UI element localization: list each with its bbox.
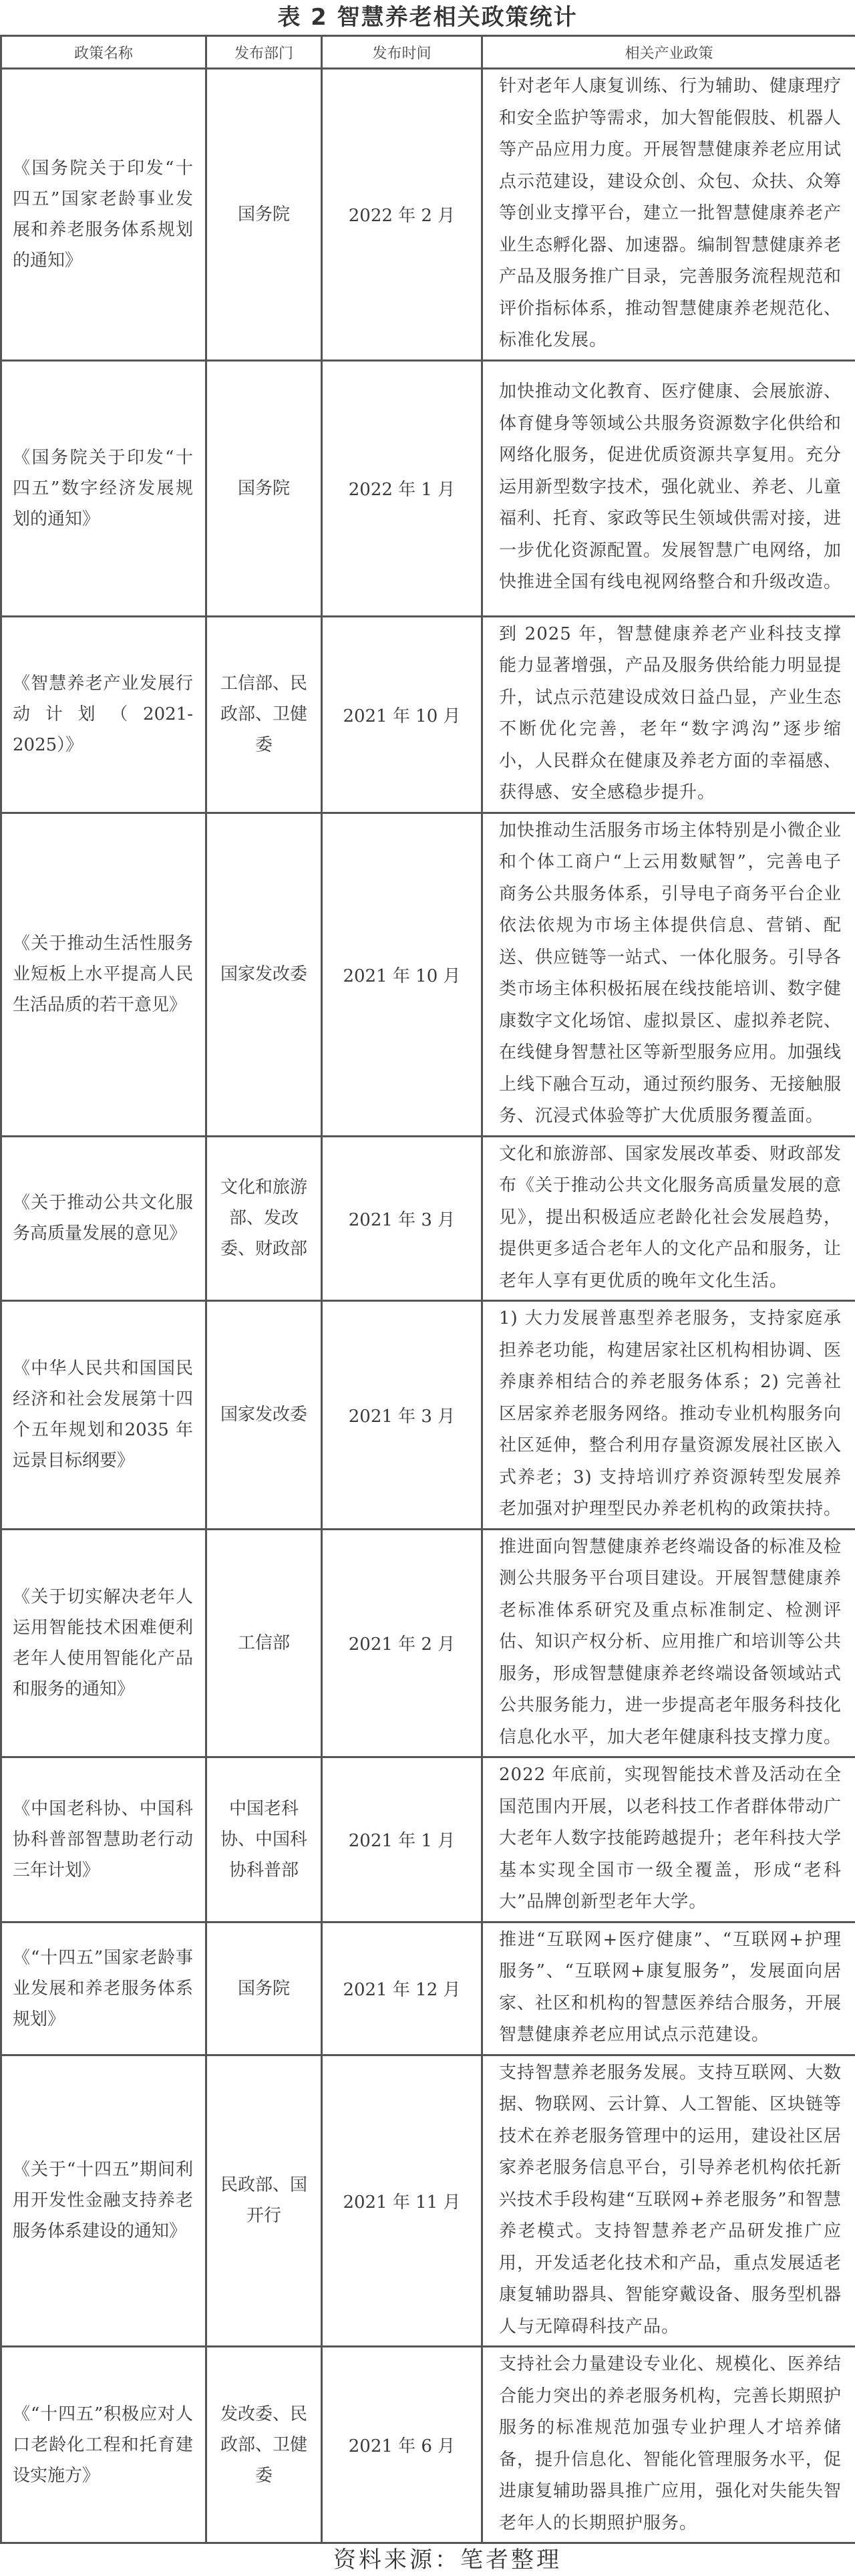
table-row [1, 1529, 855, 1757]
policy-description-cell: 推进面向智慧健康养老终端设备的标准及检测公共服务平台项目建设。开展智慧健康养老标准体系研究及重点标准制定、检测评估、知识产权分析、应用推广和培训等公共服务，形成智慧健康养老终端设备领域站式公共服务能力，进一步提高老年服务科技化信息化水平，加大老年健康科技支撑力度。 [482, 1529, 855, 1757]
policy-name-cell: 《关于“十四五”期间利用开发性金融支持养老服务体系建设的通知》 [1, 2055, 206, 2347]
policy-name-cell: 《关于切实解决老年人运用智能技术困难便利老年人使用智能化产品和服务的通知》 [1, 1529, 206, 1757]
table-row [1, 69, 855, 361]
policy-description-cell: 支持智慧养老服务发展。支持互联网、大数据、物联网、云计算、人工智能、区块链等技术在养老服务管理中的运用，建设社区居家养老服务信息平台，引导养老机构依托新兴技术手段构建“互联网+养老服务”和智慧养老模式。支持智慧养老产品研发推广应用，开发适老化技术和产品，重点发展适老康复辅助器具、智能穿戴设备、服务型机器人与无障碍科技产品。 [482, 2055, 855, 2347]
table-row [1, 2347, 855, 2543]
policy-name-cell: 《中国老科协、中国科协科普部智慧助老行动三年计划》 [1, 1757, 206, 1922]
department-cell: 工信部 [206, 1529, 322, 1757]
release-date-cell: 2021 年 1 月 [322, 1757, 482, 1922]
policy-name-cell: 《“十四五”积极应对人口老龄化工程和托育建设实施方》 [1, 2347, 206, 2543]
table-row [1, 360, 855, 616]
policy-name-cell: 《中华人民共和国国民经济和社会发展第十四个五年规划和2035 年远景目标纲要》 [1, 1301, 206, 1530]
release-date-cell: 2022 年 1 月 [322, 360, 482, 616]
policy-name-cell: 《智慧养老产业发展行动计划（2021-2025）》 [1, 616, 206, 813]
department-cell: 文化和旅游部、发改委、财政部 [206, 1136, 322, 1301]
policy-description-cell: 到 2025 年，智慧健康养老产业科技支撑能力显著增强，产品及服务供给能力明显提升，试点示范建设成效日益凸显，产业生态不断优化完善，老年“数字鸿沟”逐步缩小，人民群众在健康及养老方面的幸福感、获得感、安全感稳步提升。 [482, 616, 855, 813]
table-row [1, 2055, 855, 2347]
table-row [1, 1757, 855, 1922]
header-release-date: 发布时间 [322, 36, 482, 69]
policy-description-cell: 1) 大力发展普惠型养老服务，支持家庭承担养老功能，构建居家社区机构相协调、医养康养相结合的养老服务体系；2) 完善社区居家养老服务网络。推动专业机构服务向社区延伸，整合利用存量资源发展社区嵌入式养老；3) 支持培训疗养资源转型发展养老加强对护理型民办养老机构的政策扶持。 [482, 1301, 855, 1530]
department-cell: 国务院 [206, 1922, 322, 2055]
header-policy-name: 政策名称 [1, 36, 206, 69]
release-date-cell: 2021 年 10 月 [322, 813, 482, 1136]
table-row [1, 813, 855, 1136]
release-date-cell: 2022 年 2 月 [322, 69, 482, 361]
department-cell: 发改委、民政部、卫健委 [206, 2347, 322, 2543]
table-title: 表 2 智慧养老相关政策统计 [0, 0, 855, 35]
policy-description-cell: 支持社会力量建设专业化、规模化、医养结合能力突出的养老服务机构，完善长期照护服务的标准规范加强专业护理人才培养储备，提升信息化、智能化管理服务水平，促进康复辅助器具推广应用，强化对失能失智老年人的长期照护服务。 [482, 2347, 855, 2543]
table-row [1, 1922, 855, 2055]
release-date-cell: 2021 年 3 月 [322, 1301, 482, 1530]
policy-name-cell: 《国务院关于印发“十四五”数字经济发展规划的通知》 [1, 360, 206, 616]
department-cell: 国家发改委 [206, 813, 322, 1136]
department-cell: 国家发改委 [206, 1301, 322, 1530]
release-date-cell: 2021 年 3 月 [322, 1136, 482, 1301]
data-source-note: 资料来源：笔者整理 [0, 2544, 855, 2576]
release-date-cell: 2021 年 11 月 [322, 2055, 482, 2347]
policy-table [0, 35, 855, 2544]
header-department: 发布部门 [206, 36, 322, 69]
policy-description-cell: 2022 年底前，实现智能技术普及活动在全国范围内开展，以老科技工作者群体带动广大老年人数字技能跨越提升；老年科技大学基本实现全国市一级全覆盖，形成“老科大”品牌创新型老年大学。 [482, 1757, 855, 1922]
department-cell: 民政部、国开行 [206, 2055, 322, 2347]
release-date-cell: 2021 年 10 月 [322, 616, 482, 813]
table-row [1, 1301, 855, 1530]
department-cell: 国务院 [206, 360, 322, 616]
department-cell: 工信部、民政部、卫健委 [206, 616, 322, 813]
policy-name-cell: 《关于推动生活性服务业短板上水平提高人民生活品质的若干意见》 [1, 813, 206, 1136]
policy-description-cell: 推进“互联网+医疗健康”、“互联网+护理服务”、“互联网+康复服务”，发展面向居家、社区和机构的智慧医养结合服务，开展智慧健康养老应用试点示范建设。 [482, 1922, 855, 2055]
header-related-policy: 相关产业政策 [482, 36, 855, 69]
policy-description-cell: 加快推动生活服务市场主体特别是小微企业和个体工商户“上云用数赋智”，完善电子商务公共服务体系，引导电子商务平台企业依法依规为市场主体提供信息、营销、配送、供应链等一站式、一体化服务。引导各类市场主体积极拓展在线技能培训、数字健康数字文化场馆、虚拟景区、虚拟养老院、在线健身智慧社区等新型服务应用。加强线上线下融合互动，通过预约服务、无接触服务、沉浸式体验等扩大优质服务覆盖面。 [482, 813, 855, 1136]
policy-description-cell: 针对老年人康复训练、行为辅助、健康理疗和安全监护等需求，加大智能假肢、机器人等产品应用力度。开展智慧健康养老应用试点示范建设，建设众创、众包、众扶、众筹等创业支撑平台，建立一批智慧健康养老产业生态孵化器、加速器。编制智慧健康养老产品及服务推广目录，完善服务流程规范和评价指标体系，推动智慧健康养老规范化、标准化发展。 [482, 69, 855, 361]
policy-name-cell: 《“十四五”国家老龄事业发展和养老服务体系规划》 [1, 1922, 206, 2055]
table-row [1, 1136, 855, 1301]
policy-description-cell: 加快推动文化教育、医疗健康、会展旅游、体育健身等领域公共服务资源数字化供给和网络化服务，促进优质资源共享复用。充分运用新型数字技术，强化就业、养老、儿童福利、托育、家政等民生领域供需对接，进一步优化资源配置。发展智慧广电网络，加快推进全国有线电视网络整合和升级改造。 [482, 360, 855, 616]
release-date-cell: 2021 年 12 月 [322, 1922, 482, 2055]
release-date-cell: 2021 年 2 月 [322, 1529, 482, 1757]
department-cell: 中国老科协、中国科协科普部 [206, 1757, 322, 1922]
policy-name-cell: 《关于推动公共文化服务高质量发展的意见》 [1, 1136, 206, 1301]
table-header-row [1, 36, 855, 69]
department-cell: 国务院 [206, 69, 322, 361]
policy-name-cell: 《国务院关于印发“十四五”国家老龄事业发展和养老服务体系规划的通知》 [1, 69, 206, 361]
table-row [1, 616, 855, 813]
policy-description-cell: 文化和旅游部、国家发展改革委、财政部发布《关于推动公共文化服务高质量发展的意见》，提出积极适应老龄化社会发展趋势，提供更多适合老年人的文化产品和服务，让老年人享有更优质的晚年文化生活。 [482, 1136, 855, 1301]
release-date-cell: 2021 年 6 月 [322, 2347, 482, 2543]
